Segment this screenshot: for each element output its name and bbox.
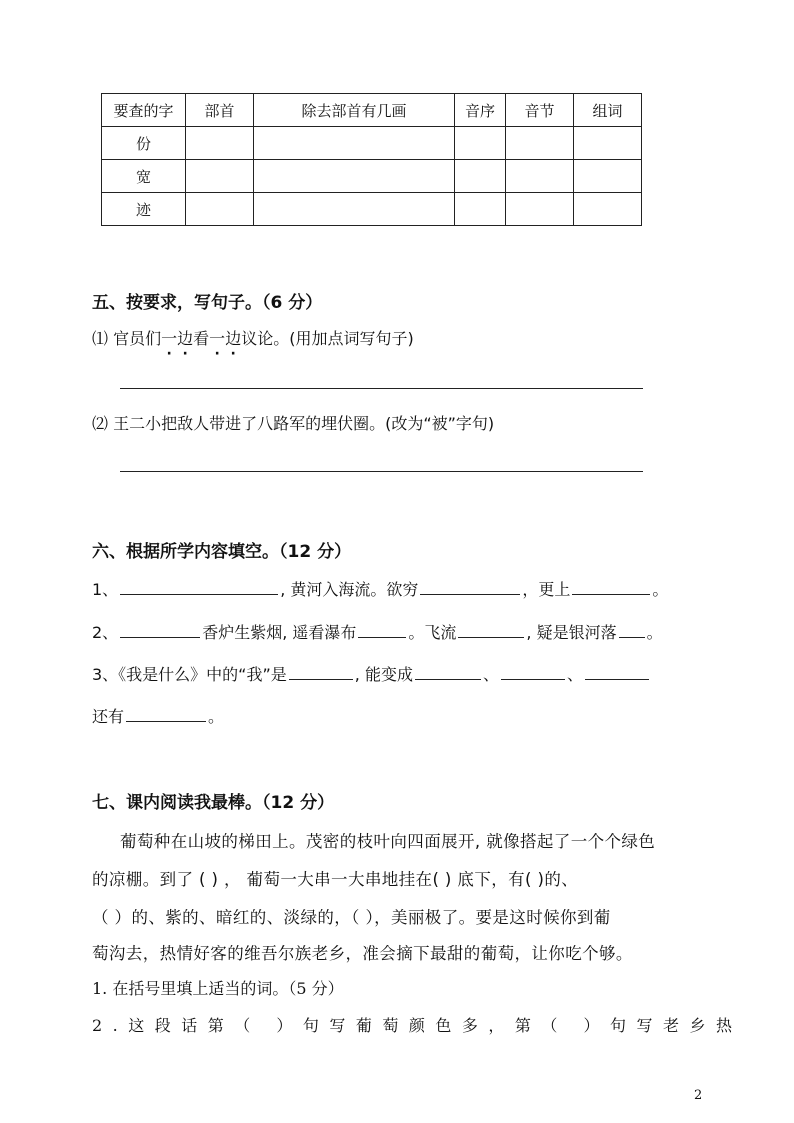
table-cell[interactable] bbox=[506, 193, 574, 226]
emphasized-char: 一 bbox=[161, 329, 178, 348]
section6-line-1 bbox=[92, 577, 668, 600]
question-text: 议论。(用加点词写句子) bbox=[241, 329, 414, 348]
question-text: 看 bbox=[193, 329, 210, 348]
fill-blank[interactable] bbox=[420, 593, 520, 595]
fill-blank[interactable] bbox=[358, 636, 406, 638]
reading-passage-line: 葡萄种在山坡的梯田上。茂密的枝叶向四面展开, 就像搭起了一个个绿色 bbox=[120, 832, 656, 851]
character-lookup-table bbox=[101, 93, 642, 226]
section5-question-2: ⑵ 王二小把敌人带进了八路军的埋伏圈。(改为“被”字句) bbox=[92, 414, 495, 433]
table-cell[interactable] bbox=[506, 160, 574, 193]
table-row bbox=[102, 193, 642, 226]
table-cell[interactable] bbox=[186, 160, 254, 193]
table-cell[interactable] bbox=[574, 160, 642, 193]
fill-blank[interactable] bbox=[585, 678, 649, 680]
reading-passage-line: （ ）的、紫的、暗红的、淡绿的，（ ），美丽极了。要是这时候你到葡 bbox=[92, 908, 611, 927]
table-header-cell: 音节 bbox=[506, 94, 574, 127]
emphasized-char: 一 bbox=[209, 329, 226, 348]
fill-blank[interactable] bbox=[289, 678, 353, 680]
answer-line[interactable] bbox=[120, 388, 643, 389]
fill-blank[interactable] bbox=[120, 636, 200, 638]
table-row bbox=[102, 127, 642, 160]
line-text: 。 bbox=[652, 580, 669, 599]
section7-title: 七、课内阅读我最棒。（12 分） bbox=[92, 793, 335, 813]
question-number: ⑴ bbox=[92, 329, 109, 348]
fill-blank[interactable] bbox=[126, 720, 206, 722]
fill-blank[interactable] bbox=[120, 593, 278, 595]
line-text: , 能变成 bbox=[354, 665, 413, 684]
emphasized-char: 边 bbox=[177, 329, 194, 348]
section6-title: 六、根据所学内容填空。（12 分） bbox=[92, 542, 352, 562]
table-cell: 份 bbox=[102, 127, 186, 160]
table-cell[interactable] bbox=[254, 160, 455, 193]
fill-blank[interactable] bbox=[458, 636, 524, 638]
fill-blank[interactable] bbox=[501, 678, 565, 680]
section7-question-2: 2.这段话第（ ）句写葡萄颜色多，第（ ）句写老乡热 bbox=[92, 1016, 743, 1035]
fill-blank[interactable] bbox=[572, 593, 650, 595]
table-cell: 宽 bbox=[102, 160, 186, 193]
emphasized-char: 边 bbox=[225, 329, 242, 348]
section6-line-3 bbox=[92, 662, 651, 685]
line-text: 、 bbox=[482, 665, 499, 684]
table-cell[interactable] bbox=[574, 193, 642, 226]
fill-blank[interactable] bbox=[619, 636, 645, 638]
line-text: 。 bbox=[208, 707, 225, 726]
table-cell: 迹 bbox=[102, 193, 186, 226]
table-cell[interactable] bbox=[186, 193, 254, 226]
line-text: 3、《我是什么》中的“我”是 bbox=[92, 665, 287, 684]
line-text: 2、 bbox=[92, 623, 119, 642]
table-header-row bbox=[102, 94, 642, 127]
line-text: ，更上 bbox=[522, 580, 571, 599]
table-cell[interactable] bbox=[455, 193, 506, 226]
table-cell[interactable] bbox=[254, 127, 455, 160]
table-cell[interactable] bbox=[455, 127, 506, 160]
answer-line[interactable] bbox=[120, 471, 643, 472]
reading-passage-line: 萄沟去，热情好客的维吾尔族老乡，准会摘下最甜的葡萄，让你吃个够。 bbox=[92, 944, 633, 963]
table-header-cell: 要查的字 bbox=[102, 94, 186, 127]
question-text: 官员们 bbox=[113, 329, 162, 348]
section6-line-4 bbox=[92, 704, 224, 727]
table-cell[interactable] bbox=[455, 160, 506, 193]
table-cell[interactable] bbox=[186, 127, 254, 160]
line-text: 香炉生紫烟, 遥看瀑布 bbox=[202, 623, 357, 642]
reading-passage-line: 的凉棚。到了 ( ) ， 葡萄一大串一大串地挂在( ) 底下，有( )的、 bbox=[92, 870, 579, 889]
line-text: 。 bbox=[646, 623, 663, 642]
table-header-cell: 音序 bbox=[455, 94, 506, 127]
line-text: 1、 bbox=[92, 580, 119, 599]
line-text: 。飞流 bbox=[408, 623, 457, 642]
table-header-cell: 除去部首有几画 bbox=[254, 94, 455, 127]
section5-title: 五、按要求，写句子。（6 分） bbox=[92, 293, 323, 313]
line-text: 还有 bbox=[92, 707, 125, 726]
table-header-cell: 部首 bbox=[186, 94, 254, 127]
section7-question-1: 1. 在括号里填上适当的词。（5 分） bbox=[92, 979, 344, 998]
table-header-cell: 组词 bbox=[574, 94, 642, 127]
table-cell[interactable] bbox=[254, 193, 455, 226]
table-cell[interactable] bbox=[574, 127, 642, 160]
line-text: 、 bbox=[566, 665, 583, 684]
table-row bbox=[102, 160, 642, 193]
table-cell[interactable] bbox=[506, 127, 574, 160]
page-number: 2 bbox=[694, 1088, 703, 1103]
section5-question-1 bbox=[92, 326, 414, 349]
line-text: , 疑是银河落 bbox=[526, 623, 617, 642]
line-text: , 黄河入海流。欲穷 bbox=[280, 580, 419, 599]
fill-blank[interactable] bbox=[415, 678, 481, 680]
section6-line-2 bbox=[92, 620, 663, 643]
